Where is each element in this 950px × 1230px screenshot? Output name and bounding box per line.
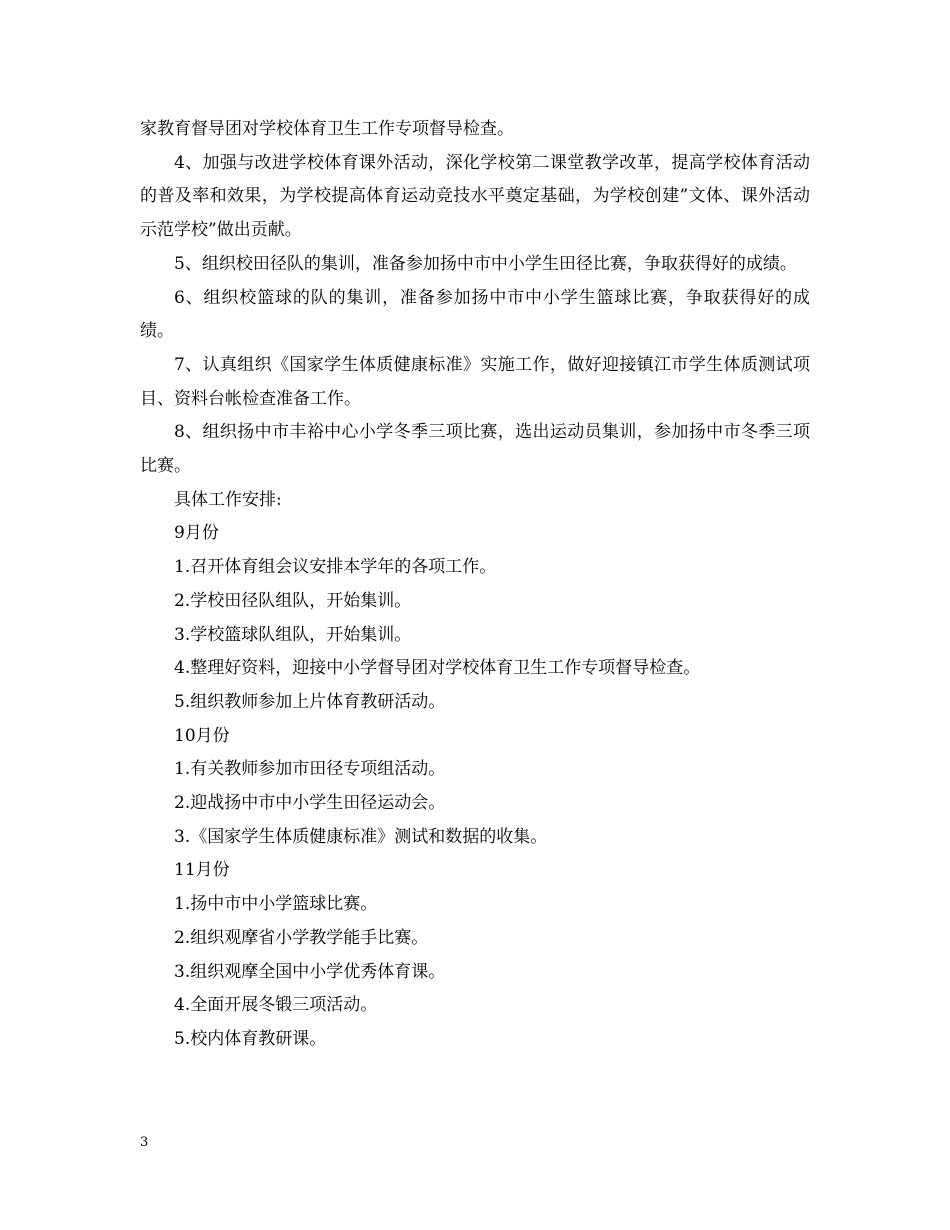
list-item: 3.《国家学生体质健康标准》测试和数据的收集。: [174, 826, 548, 847]
list-item: 5.校内体育教研课。: [174, 1028, 327, 1049]
paragraph: 5、组织校田径队的集训，准备参加扬中市中小学生田径比赛，争取获得好的成绩。: [174, 253, 797, 274]
list-item: 3.组织观摩全国中小学优秀体育课。: [174, 961, 446, 982]
list-item: 1.扬中市中小学篮球比赛。: [174, 894, 378, 915]
list-item: 4.全面开展冬锻三项活动。: [174, 995, 378, 1016]
list-item: 1.召开体育组会议安排本学年的各项工作。: [174, 557, 497, 578]
list-item: 2.组织观摩省小学教学能手比赛。: [174, 927, 429, 948]
month-heading: 11月份: [174, 860, 230, 881]
month-heading: 10月份: [174, 725, 230, 746]
document-body: [140, 113, 810, 1057]
paragraph: 7、认真组织《国家学生体质健康标准》实施工作，做好迎接镇江市学生体质测试项目、资料台帐检查准备工作。: [140, 354, 810, 409]
list-item: 3.学校篮球队组队，开始集训。: [174, 624, 412, 645]
list-item: 5.组织教师参加上片体育教研活动。: [174, 691, 446, 712]
paragraph: 6、组织校篮球的队的集训，准备参加扬中市中小学生篮球比赛，争取获得好的成绩。: [140, 287, 810, 342]
list-item: 1.有关教师参加市田径专项组活动。: [174, 759, 446, 780]
list-item: 4.整理好资料，迎接中小学督导团对学校体育卫生工作专项督导检查。: [174, 658, 701, 679]
paragraph: 家教育督导团对学校体育卫生工作专项督导检查。: [140, 119, 514, 139]
paragraph: 4、加强与改进学校体育课外活动，深化学校第二课堂教学改革，提高学校体育活动的普及率和效果，为学校提高体育运动竞技水平奠定基础，为学校创建”文体、课外活动示范学校”做出贡献。: [140, 152, 810, 241]
list-item: 2.迎战扬中市中小学生田径运动会。: [174, 793, 446, 814]
paragraph: 8、组织扬中市丰裕中心小学冬季三项比赛，选出运动员集训，参加扬中市冬季三项比赛。: [140, 422, 810, 477]
list-item: 2.学校田径队组队，开始集训。: [174, 590, 412, 611]
month-heading: 9月份: [174, 523, 219, 544]
page-number: 3: [140, 1135, 149, 1150]
section-heading: 具体工作安排:: [174, 489, 282, 510]
